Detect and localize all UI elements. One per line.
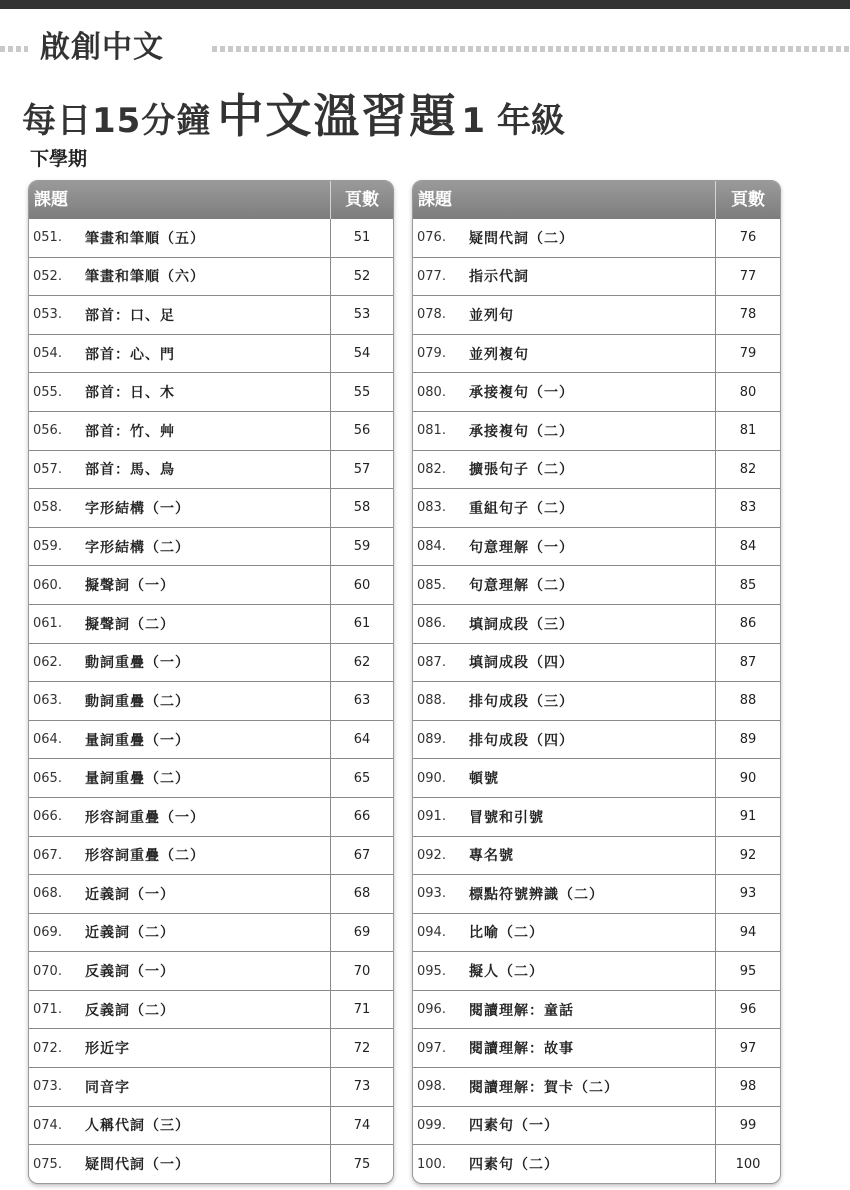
toc-row	[413, 1028, 780, 1067]
lesson-number: 068.	[33, 886, 62, 902]
toc-row	[413, 913, 780, 952]
lesson-title: 指示代詞	[469, 269, 529, 286]
toc-row	[29, 913, 393, 952]
lesson-title: 專名號	[469, 848, 514, 865]
lesson-title: 近義詞（一）	[85, 886, 175, 903]
header-topic: 課題	[34, 190, 68, 210]
toc-body-right	[413, 219, 780, 1183]
lesson-number: 089.	[417, 732, 446, 748]
topic-cell	[413, 412, 715, 450]
page-number: 66	[330, 798, 393, 836]
lesson-title: 動詞重疊（二）	[85, 693, 190, 710]
page-number: 58	[330, 489, 393, 527]
topic-cell	[413, 1068, 715, 1106]
topic-cell	[413, 489, 715, 527]
lesson-title: 標點符號辨識（二）	[469, 886, 604, 903]
topic-cell	[29, 373, 330, 411]
lesson-number: 094.	[417, 924, 446, 940]
topic-cell	[29, 451, 330, 489]
page-number: 79	[715, 335, 780, 373]
lesson-title: 反義詞（二）	[85, 1002, 175, 1019]
toc-row	[29, 990, 393, 1029]
topic-cell	[29, 1107, 330, 1145]
topic-cell	[29, 489, 330, 527]
toc-row	[413, 488, 780, 527]
page-number: 97	[715, 1029, 780, 1067]
topic-cell	[413, 991, 715, 1029]
toc-row	[413, 720, 780, 759]
lesson-number: 059.	[33, 539, 62, 555]
toc-header	[413, 181, 780, 219]
toc-row	[413, 372, 780, 411]
toc-row	[29, 643, 393, 682]
dotted-rule-right	[212, 46, 850, 52]
toc-row	[413, 797, 780, 836]
toc-row	[29, 1067, 393, 1106]
toc-row	[413, 1106, 780, 1145]
page-number: 70	[330, 952, 393, 990]
page-number: 63	[330, 682, 393, 720]
lesson-title: 擬聲詞（一）	[85, 578, 175, 595]
toc-row	[29, 372, 393, 411]
topic-cell	[413, 605, 715, 643]
topic-cell	[29, 296, 330, 334]
toc-row	[413, 604, 780, 643]
topic-cell	[413, 373, 715, 411]
toc-row	[29, 758, 393, 797]
topic-cell	[29, 219, 330, 257]
toc-header	[29, 181, 393, 219]
topic-cell	[413, 335, 715, 373]
lesson-number: 073.	[33, 1079, 62, 1095]
page-number: 60	[330, 566, 393, 604]
topic-cell	[29, 837, 330, 875]
toc-row	[413, 450, 780, 489]
page-number: 77	[715, 258, 780, 296]
topic-cell	[413, 296, 715, 334]
toc-row	[29, 1144, 393, 1183]
topic-cell	[29, 875, 330, 913]
topic-cell	[29, 952, 330, 990]
toc-row	[413, 257, 780, 296]
lesson-title: 疑問代詞（二）	[469, 230, 574, 247]
lesson-title: 排句成段（四）	[469, 732, 574, 749]
topic-cell	[413, 451, 715, 489]
lesson-title: 重組句子（二）	[469, 500, 574, 517]
toc-body-left	[29, 219, 393, 1183]
lesson-title: 填詞成段（三）	[469, 616, 574, 633]
topic-cell	[413, 1145, 715, 1183]
page-number: 59	[330, 528, 393, 566]
lesson-number: 090.	[417, 770, 446, 786]
lesson-number: 097.	[417, 1040, 446, 1056]
page-number: 71	[330, 991, 393, 1029]
toc-row	[413, 681, 780, 720]
topic-cell	[413, 644, 715, 682]
lesson-number: 083.	[417, 500, 446, 516]
lesson-title: 形容詞重疊（二）	[85, 848, 205, 865]
lesson-title: 比喻（二）	[469, 925, 544, 942]
page-number: 75	[330, 1145, 393, 1183]
semester-label: 下學期	[30, 148, 88, 170]
lesson-number: 064.	[33, 732, 62, 748]
toc-row	[29, 1028, 393, 1067]
page-number: 76	[715, 219, 780, 257]
toc-row	[29, 681, 393, 720]
page-number: 61	[330, 605, 393, 643]
lesson-title: 反義詞（一）	[85, 964, 175, 981]
lesson-title: 筆畫和筆順（六）	[85, 269, 205, 286]
page-number: 86	[715, 605, 780, 643]
topic-cell	[413, 759, 715, 797]
page-number: 83	[715, 489, 780, 527]
lesson-title: 部首：口、足	[85, 307, 175, 324]
lesson-number: 081.	[417, 423, 446, 439]
page-number: 84	[715, 528, 780, 566]
lesson-title: 承接複句（二）	[469, 423, 574, 440]
lesson-title: 承接複句（一）	[469, 385, 574, 402]
lesson-number: 098.	[417, 1079, 446, 1095]
lesson-title: 字形結構（一）	[85, 500, 190, 517]
page-number: 98	[715, 1068, 780, 1106]
toc-row	[413, 758, 780, 797]
topic-cell	[413, 1107, 715, 1145]
lesson-title: 並列句	[469, 307, 514, 324]
lesson-number: 091.	[417, 809, 446, 825]
lesson-title: 同音字	[85, 1079, 130, 1096]
lesson-title: 形近字	[85, 1041, 130, 1058]
toc-row	[29, 295, 393, 334]
lesson-number: 075.	[33, 1156, 62, 1172]
lesson-title: 四素句（二）	[469, 1157, 559, 1174]
topic-cell	[413, 682, 715, 720]
toc-row	[29, 874, 393, 913]
lesson-number: 060.	[33, 577, 62, 593]
page-number: 69	[330, 914, 393, 952]
toc-row	[29, 334, 393, 373]
header-page: 頁數	[330, 181, 393, 219]
lesson-number: 084.	[417, 539, 446, 555]
lesson-title: 筆畫和筆順（五）	[85, 230, 205, 247]
page-number: 53	[330, 296, 393, 334]
lesson-number: 071.	[33, 1002, 62, 1018]
topic-cell	[29, 759, 330, 797]
topic-cell	[29, 566, 330, 604]
page-number: 100	[715, 1145, 780, 1183]
lesson-title: 字形結構（二）	[85, 539, 190, 556]
lesson-number: 066.	[33, 809, 62, 825]
lesson-number: 093.	[417, 886, 446, 902]
top-rule	[0, 0, 850, 9]
lesson-number: 092.	[417, 847, 446, 863]
page-number: 80	[715, 373, 780, 411]
topic-cell	[29, 798, 330, 836]
page-number: 93	[715, 875, 780, 913]
title-prefix: 每日15分鐘	[22, 101, 212, 141]
page-number: 62	[330, 644, 393, 682]
lesson-number: 072.	[33, 1040, 62, 1056]
topic-cell	[29, 1068, 330, 1106]
page-number: 72	[330, 1029, 393, 1067]
lesson-number: 063.	[33, 693, 62, 709]
lesson-number: 099.	[417, 1117, 446, 1133]
page-number: 57	[330, 451, 393, 489]
toc-row	[29, 257, 393, 296]
lesson-title: 量詞重疊（一）	[85, 732, 190, 749]
header-page: 頁數	[715, 181, 780, 219]
lesson-title: 擬人（二）	[469, 964, 544, 981]
lesson-title: 部首：竹、艸	[85, 423, 175, 440]
lesson-title: 閱讀理解：童話	[469, 1002, 574, 1019]
page-number: 82	[715, 451, 780, 489]
lesson-title: 句意理解（二）	[469, 578, 574, 595]
page-number: 94	[715, 914, 780, 952]
lesson-title: 閱讀理解：故事	[469, 1041, 574, 1058]
toc-row	[29, 565, 393, 604]
lesson-title: 部首：心、門	[85, 346, 175, 363]
lesson-title: 四素句（一）	[469, 1118, 559, 1135]
topic-cell	[413, 721, 715, 759]
toc-table-left	[28, 180, 394, 1184]
page-number: 91	[715, 798, 780, 836]
lesson-number: 055.	[33, 384, 62, 400]
page-number: 55	[330, 373, 393, 411]
page-number: 78	[715, 296, 780, 334]
lesson-title: 並列複句	[469, 346, 529, 363]
toc-row	[29, 411, 393, 450]
page-number: 52	[330, 258, 393, 296]
lesson-number: 058.	[33, 500, 62, 516]
page-number: 51	[330, 219, 393, 257]
page-number: 81	[715, 412, 780, 450]
toc-row	[29, 951, 393, 990]
toc-row	[413, 643, 780, 682]
page-number: 74	[330, 1107, 393, 1145]
lesson-number: 079.	[417, 346, 446, 362]
toc-row	[413, 295, 780, 334]
toc-row	[413, 1067, 780, 1106]
lesson-number: 061.	[33, 616, 62, 632]
page-number: 99	[715, 1107, 780, 1145]
topic-cell	[29, 682, 330, 720]
lesson-title: 閱讀理解：賀卡（二）	[469, 1079, 619, 1096]
topic-cell	[413, 914, 715, 952]
toc-row	[413, 411, 780, 450]
page-number: 68	[330, 875, 393, 913]
topic-cell	[29, 258, 330, 296]
toc-row	[29, 1106, 393, 1145]
page-number: 73	[330, 1068, 393, 1106]
topic-cell	[29, 644, 330, 682]
lesson-title: 擬聲詞（二）	[85, 616, 175, 633]
title-grade: 1 年級	[461, 101, 565, 141]
page-number: 96	[715, 991, 780, 1029]
lesson-title: 頓號	[469, 771, 499, 788]
page-number: 85	[715, 566, 780, 604]
toc-row	[413, 951, 780, 990]
lesson-number: 085.	[417, 577, 446, 593]
topic-cell	[413, 1029, 715, 1067]
topic-cell	[413, 258, 715, 296]
title-main: 中文溫習題	[217, 89, 458, 143]
page-number: 64	[330, 721, 393, 759]
topic-cell	[413, 566, 715, 604]
lesson-number: 076.	[417, 230, 446, 246]
lesson-number: 100.	[417, 1156, 446, 1172]
lesson-number: 056.	[33, 423, 62, 439]
topic-cell	[413, 528, 715, 566]
topic-cell	[413, 798, 715, 836]
lesson-title: 部首：日、木	[85, 385, 175, 402]
topic-cell	[29, 335, 330, 373]
page-number: 56	[330, 412, 393, 450]
dotted-rule-left	[0, 46, 28, 52]
toc-row	[29, 720, 393, 759]
lesson-number: 088.	[417, 693, 446, 709]
topic-cell	[29, 412, 330, 450]
lesson-number: 067.	[33, 847, 62, 863]
topic-cell	[29, 721, 330, 759]
topic-cell	[29, 605, 330, 643]
page-number: 65	[330, 759, 393, 797]
lesson-number: 054.	[33, 346, 62, 362]
lesson-number: 070.	[33, 963, 62, 979]
topic-cell	[413, 837, 715, 875]
lesson-title: 形容詞重疊（一）	[85, 809, 205, 826]
toc-row	[29, 450, 393, 489]
topic-cell	[29, 1145, 330, 1183]
lesson-title: 近義詞（二）	[85, 925, 175, 942]
toc-row	[413, 1144, 780, 1183]
toc-table-right	[412, 180, 781, 1184]
lesson-number: 077.	[417, 268, 446, 284]
lesson-number: 057.	[33, 461, 62, 477]
lesson-number: 053.	[33, 307, 62, 323]
toc-row	[413, 334, 780, 373]
toc-row	[413, 527, 780, 566]
lesson-number: 062.	[33, 654, 62, 670]
topic-cell	[413, 952, 715, 990]
toc-row	[413, 874, 780, 913]
lesson-title: 填詞成段（四）	[469, 655, 574, 672]
page-title	[22, 80, 565, 143]
lesson-number: 051.	[33, 230, 62, 246]
lesson-title: 量詞重疊（二）	[85, 771, 190, 788]
page-number: 54	[330, 335, 393, 373]
page-number: 95	[715, 952, 780, 990]
toc-row	[29, 604, 393, 643]
page-number: 90	[715, 759, 780, 797]
page-number: 67	[330, 837, 393, 875]
lesson-title: 冒號和引號	[469, 809, 544, 826]
lesson-number: 069.	[33, 924, 62, 940]
topic-cell	[29, 991, 330, 1029]
lesson-number: 065.	[33, 770, 62, 786]
lesson-number: 080.	[417, 384, 446, 400]
lesson-number: 086.	[417, 616, 446, 632]
page-number: 88	[715, 682, 780, 720]
lesson-title: 部首：馬、鳥	[85, 462, 175, 479]
lesson-number: 095.	[417, 963, 446, 979]
lesson-title: 動詞重疊（一）	[85, 655, 190, 672]
lesson-title: 排句成段（三）	[469, 693, 574, 710]
toc-row	[413, 565, 780, 604]
toc-row	[29, 219, 393, 257]
lesson-title: 人稱代詞（三）	[85, 1118, 190, 1135]
page-number: 87	[715, 644, 780, 682]
topic-cell	[29, 528, 330, 566]
lesson-title: 句意理解（一）	[469, 539, 574, 556]
topic-cell	[413, 875, 715, 913]
toc-row	[29, 836, 393, 875]
toc-row	[29, 527, 393, 566]
lesson-number: 078.	[417, 307, 446, 323]
toc-row	[413, 836, 780, 875]
lesson-number: 096.	[417, 1002, 446, 1018]
lesson-title: 疑問代詞（一）	[85, 1157, 190, 1174]
lesson-number: 052.	[33, 268, 62, 284]
toc-row	[413, 990, 780, 1029]
lesson-number: 087.	[417, 654, 446, 670]
topic-cell	[29, 1029, 330, 1067]
page-number: 92	[715, 837, 780, 875]
toc-row	[29, 488, 393, 527]
toc-row	[413, 219, 780, 257]
toc-row	[29, 797, 393, 836]
lesson-number: 082.	[417, 461, 446, 477]
lesson-number: 074.	[33, 1117, 62, 1133]
header-topic: 課題	[418, 190, 452, 210]
page-number: 89	[715, 721, 780, 759]
topic-cell	[29, 914, 330, 952]
topic-cell	[413, 219, 715, 257]
lesson-title: 擴張句子（二）	[469, 462, 574, 479]
series-name: 啟創中文	[40, 30, 164, 65]
